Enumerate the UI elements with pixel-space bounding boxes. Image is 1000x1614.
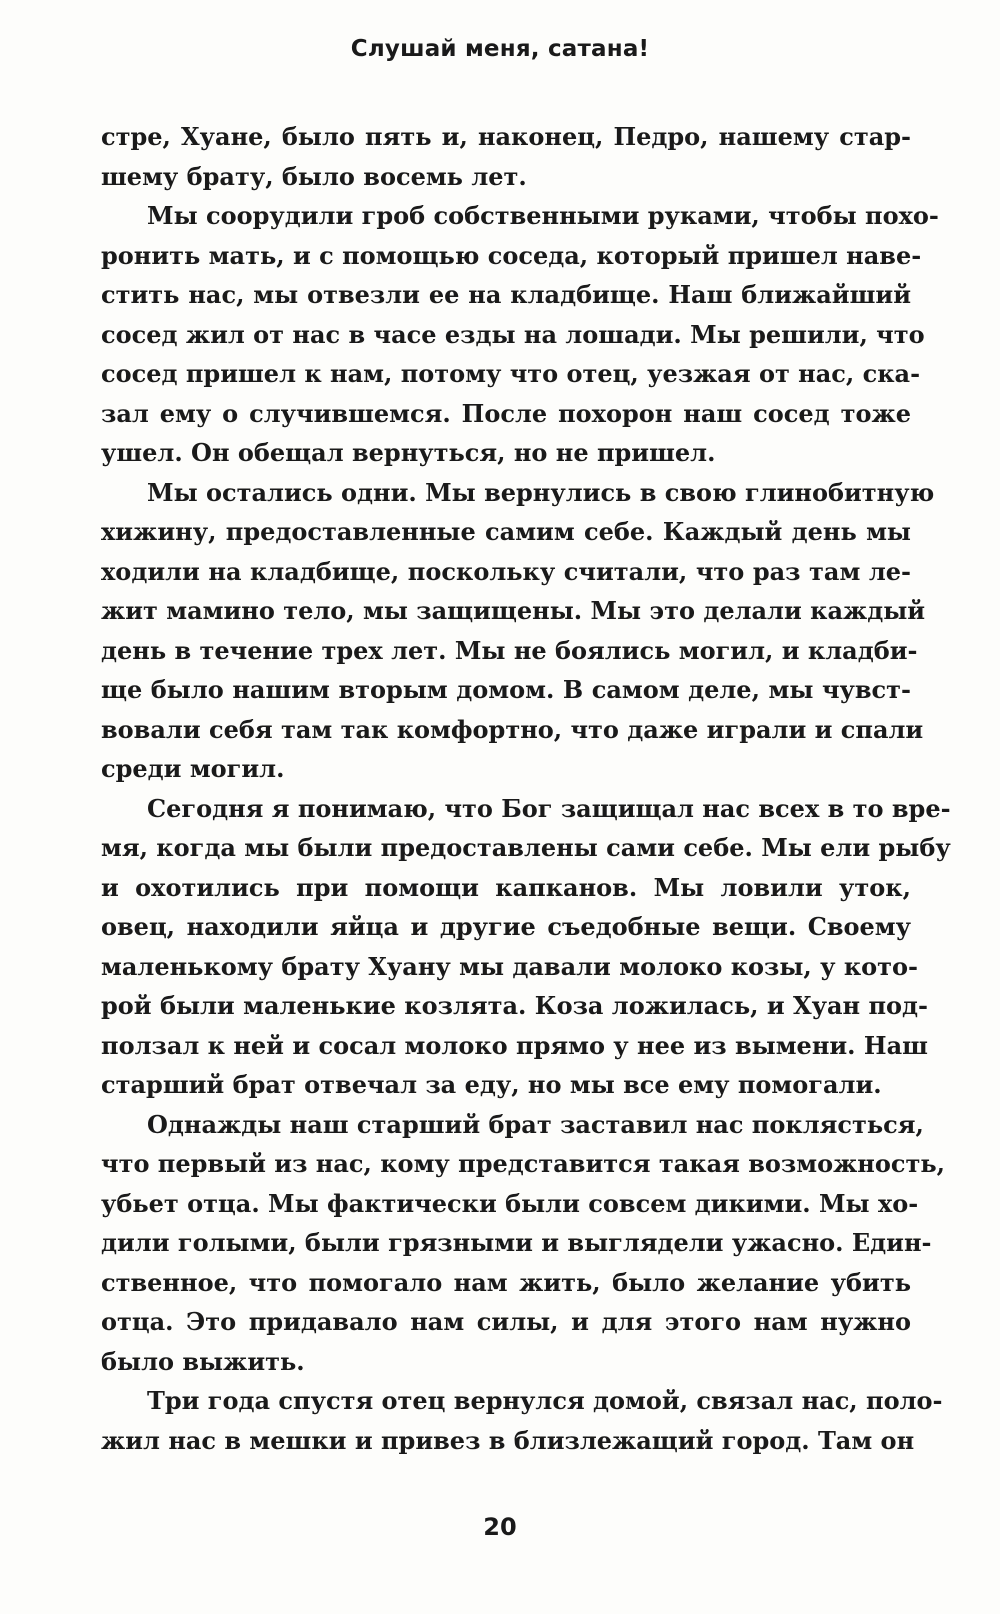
text-line: рой были маленькие козлята. Коза ложилась, и Хуан под-: [101, 991, 928, 1020]
text-line: ронить мать, и с помощью соседа, который пришел наве-: [101, 240, 922, 270]
text-line: Мы остались одни. Мы вернулись в свою глинобитную: [147, 477, 935, 507]
text-line: что первый из нас, кому представится такая возможность,: [101, 1149, 946, 1178]
text-line: ственное, что помогало нам жить, было желание убить: [101, 1267, 911, 1297]
text-line: дили голыми, были грязными и выглядели ужасно. Един-: [101, 1228, 932, 1257]
text-line: ходили на кладбище, поскольку считали, что раз там ле-: [101, 556, 911, 586]
text-line: убьет отца. Мы фактически были совсем дикими. Мы хо-: [101, 1188, 919, 1218]
text-line: среди могил.: [101, 754, 285, 783]
page-number: 20: [483, 1513, 517, 1541]
text-line: шему брату, было восемь лет.: [101, 161, 527, 191]
text-line: ушел. Он обещал вернуться, но не пришел.: [101, 438, 716, 467]
text-line: жит мамино тело, мы защищены. Мы это делали каждый: [101, 596, 926, 625]
text-line: стре, Хуане, было пять и, наконец, Педро, нашему стар-: [101, 122, 911, 151]
text-line: мя, когда мы были предоставлены сами себе. Мы ели рыбу: [101, 833, 951, 862]
text-line: Однажды наш старший брат заставил нас поклясться,: [147, 1109, 924, 1139]
text-line: отца. Это придавало нам силы, и для этого нам нужно: [101, 1307, 911, 1336]
text-line: сосед жил от нас в часе езды на лошади. Мы решили, что: [101, 319, 925, 349]
text-line: Мы соорудили гроб собственными руками, чтобы похо-: [147, 201, 939, 230]
text-line: Сегодня я понимаю, что Бог защищал нас всех в то вре-: [147, 793, 951, 823]
text-line: стить нас, мы отвезли ее на кладбище. Наш ближайший: [101, 280, 911, 309]
text-line: ползал к ней и сосал молоко прямо у нее из вымени. Наш: [101, 1030, 928, 1060]
text-line: и охотились при помощи капканов. Мы ловили уток,: [101, 872, 911, 902]
text-line: Три года спустя отец вернулся домой, связал нас, поло-: [147, 1386, 943, 1415]
text-line: вовали себя там так комфортно, что даже играли и спали: [101, 714, 924, 744]
text-line: хижину, предоставленные самим себе. Каждый день мы: [101, 517, 911, 546]
text-line: жил нас в мешки и привез в близлежащий город. Там он: [101, 1425, 915, 1455]
text-line: старший брат отвечал за еду, но мы все ему помогали.: [101, 1070, 882, 1099]
text-line: зал ему о случившемся. После похорон наш сосед тоже: [101, 398, 911, 428]
running-title: Слушай меня, сатана!: [350, 36, 650, 62]
text-line: маленькому брату Хуану мы давали молоко козы, у кото-: [101, 951, 919, 981]
text-line: сосед пришел к нам, потому что отец, уезжая от нас, ска-: [101, 359, 921, 388]
text-line: было выжить.: [101, 1346, 305, 1376]
body-text: [101, 117, 951, 1460]
text-line: ще было нашим вторым домом. В самом деле, мы чувст-: [101, 675, 911, 704]
text-line: овец, находили яйца и другие съедобные вещи. Своему: [101, 912, 911, 941]
text-line: день в течение трех лет. Мы не боялись могил, и кладби-: [101, 635, 918, 665]
